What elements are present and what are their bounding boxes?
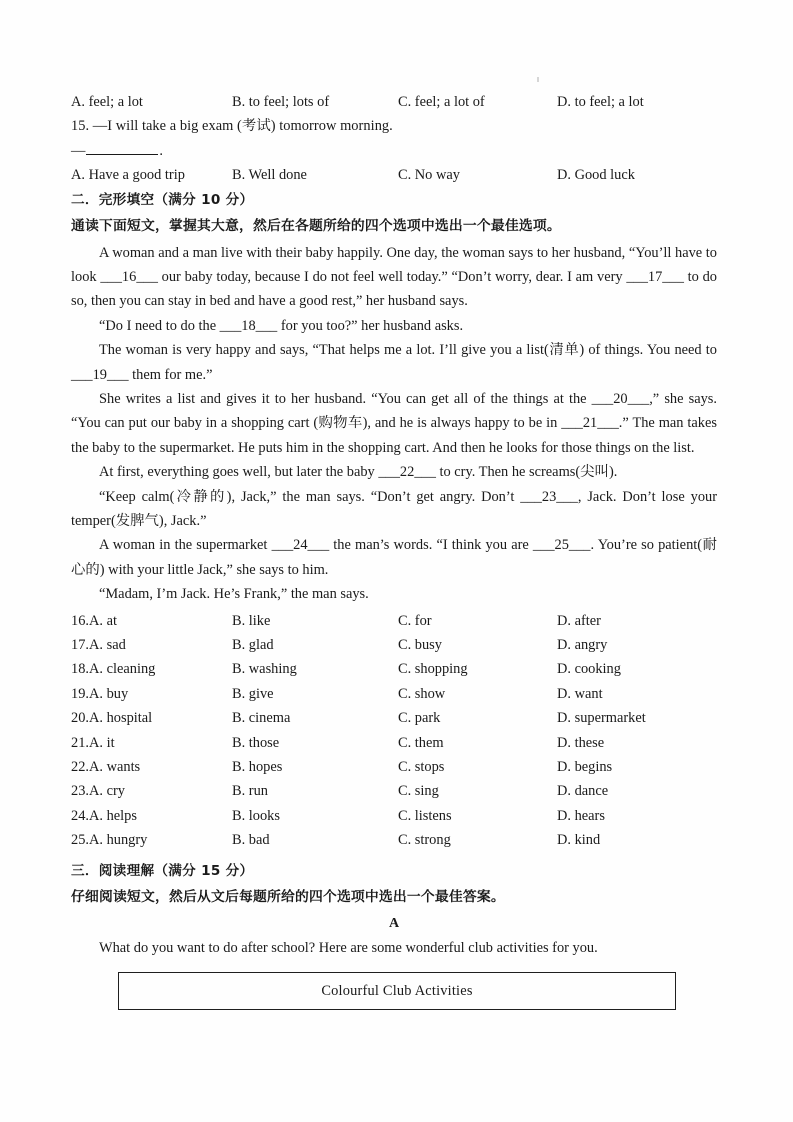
answer-blank	[86, 143, 158, 155]
option-a-text: A. it	[89, 734, 115, 751]
question-15-options-row	[71, 163, 717, 187]
option-a: A. Have a good trip	[71, 167, 185, 184]
question-number: 25.	[71, 832, 89, 849]
option-a	[71, 609, 117, 633]
cloze-paragraph-8: “Madam, I’m Jack. He’s Frank,” the man says.	[99, 586, 369, 603]
dash-prefix: —	[71, 142, 86, 159]
passage-letter-a: A	[388, 915, 400, 931]
option-b: B. glad	[232, 637, 274, 654]
option-d: D. begins	[557, 759, 613, 776]
option-d: D. want	[557, 685, 603, 702]
question-number: 16.	[71, 612, 89, 629]
cloze-paragraph-2: “Do I need to do the ___18___ for you too?” her husband asks.	[99, 317, 464, 334]
question-number: 20.	[71, 710, 89, 727]
cloze-paragraph-5: At first, everything goes well, but later the baby ___22___ to cry. Then he screams(尖叫).	[99, 464, 618, 481]
question-15-answer-line	[71, 139, 717, 163]
option-b: B. Well done	[232, 167, 307, 184]
option-b: B. bad	[232, 832, 270, 849]
option-b: B. washing	[232, 661, 297, 678]
cloze-paragraph-6: “Keep calm(冷静的), Jack,” the man says. “Don’t get angry. Don’t ___23___, Jack. Don’t lose your temper(发脾气), Jack.”	[71, 488, 717, 530]
scan-artifact-speck	[537, 77, 539, 82]
cloze-paragraph-4: She writes a list and gives it to her husband. “You can get all of the things at the ___20___,” she says. “You can put our baby in a shopping cart (购物车), and he is always happy to be in ___21___.” The man takes the baby to the supermarket. He puts him in the shopping cart. And then he looks for those things on the list.	[71, 391, 717, 456]
period-suffix: .	[159, 142, 163, 159]
option-d: D. dance	[557, 783, 609, 800]
option-d: D. after	[557, 612, 601, 629]
option-a-text: A. helps	[89, 807, 137, 824]
question-15-stem: 15. —I will take a big exam (考试) tomorrow morning.	[71, 118, 393, 135]
option-c: C. park	[398, 710, 441, 727]
option-b: B. to feel; lots of	[232, 94, 330, 110]
option-a-text: A. wants	[89, 759, 141, 776]
option-c: C. show	[398, 685, 446, 702]
option-b: B. cinema	[232, 710, 291, 727]
cloze-option-row-18	[71, 657, 717, 681]
question-number: 22.	[71, 759, 89, 776]
option-a	[71, 657, 155, 681]
cloze-option-row-16	[71, 609, 717, 633]
club-activities-table	[118, 972, 676, 1010]
option-a-text: A. at	[89, 612, 117, 629]
option-a	[71, 731, 115, 755]
cloze-option-row-19	[71, 682, 717, 706]
option-d: D. angry	[557, 637, 608, 654]
option-a	[71, 706, 152, 730]
option-c: C. busy	[398, 637, 442, 654]
option-b: B. those	[232, 734, 280, 751]
option-a-text: A. buy	[89, 685, 129, 702]
option-c: C. stops	[398, 759, 445, 776]
question-number: 19.	[71, 685, 89, 702]
passage-lead-in: What do you want to do after school? Here are some wonderful club activities for you.	[99, 939, 598, 956]
option-a-text: A. cry	[89, 783, 125, 800]
cloze-option-row-23	[71, 779, 717, 803]
option-d: D. kind	[557, 832, 601, 849]
cloze-option-row-21	[71, 731, 717, 755]
option-a	[71, 828, 147, 852]
option-d: D. these	[557, 734, 605, 751]
option-c: C. feel; a lot of	[398, 94, 485, 110]
option-b: B. like	[232, 612, 271, 629]
cloze-paragraph-3: The woman is very happy and says, “That helps me a lot. I’ll give you a list(清单) of things. You need to ___19___ them for me.”	[71, 342, 717, 383]
option-a: A. feel; a lot	[71, 94, 143, 110]
option-a-text: A. cleaning	[89, 661, 156, 678]
option-c: C. for	[398, 612, 432, 629]
option-b: B. run	[232, 783, 268, 800]
section-two-heading: 二．完形填空（满分 10 分）	[71, 191, 254, 208]
cloze-paragraph-7: A woman in the supermarket ___24___ the man’s words. “I think you are ___25___. You’re so patient(耐心的) with your little Jack,” she says to him.	[71, 537, 717, 578]
question-number: 17.	[71, 637, 89, 654]
option-b: B. give	[232, 685, 274, 702]
cloze-paragraph-1: A woman and a man live with their baby happily. One day, the woman says to her husband, “You’ll have to look ___16___ our baby today, because I do not feel well today.” “Don’t worry, dear. I am very ___17___ to do so, then you can stay in bed and have a good rest,” her husband says.	[71, 244, 717, 310]
question-14-options-row	[71, 90, 717, 114]
option-d: D. cooking	[557, 661, 621, 678]
section-three-heading: 三．阅读理解（满分 15 分）	[71, 862, 254, 879]
option-a	[71, 682, 128, 706]
cloze-option-row-22	[71, 755, 717, 779]
question-number: 18.	[71, 661, 89, 678]
option-b: B. hopes	[232, 759, 283, 776]
option-a	[71, 804, 137, 828]
option-c: C. strong	[398, 832, 451, 849]
option-a-text: A. sad	[89, 637, 126, 654]
option-a	[71, 755, 140, 779]
question-number: 24.	[71, 807, 89, 824]
option-c: C. shopping	[398, 661, 468, 678]
option-d: D. supermarket	[557, 710, 646, 727]
club-activities-title: Colourful Club Activities	[321, 983, 473, 999]
option-b: B. looks	[232, 807, 280, 824]
cloze-option-row-24	[71, 804, 717, 828]
cloze-option-row-25	[71, 828, 717, 852]
option-c: C. No way	[398, 167, 460, 184]
option-a-text: A. hungry	[89, 832, 148, 849]
section-three-instruction: 仔细阅读短文，然后从文后每题所给的四个选项中选出一个最佳答案。	[71, 888, 505, 905]
option-d: D. hears	[557, 807, 605, 824]
cloze-option-row-17	[71, 633, 717, 657]
cloze-option-row-20	[71, 706, 717, 730]
question-number: 21.	[71, 734, 89, 751]
question-number: 23.	[71, 783, 89, 800]
section-two-instruction: 通读下面短文，掌握其大意，然后在各题所给的四个选项中选出一个最佳选项。	[71, 217, 561, 234]
option-d: D. Good luck	[557, 167, 635, 184]
option-d: D. to feel; a lot	[557, 94, 644, 110]
page-content	[71, 90, 717, 960]
option-a	[71, 779, 125, 803]
option-c: C. listens	[398, 807, 452, 824]
option-a	[71, 633, 126, 657]
option-c: C. them	[398, 734, 444, 751]
option-a-text: A. hospital	[89, 710, 153, 727]
option-c: C. sing	[398, 783, 439, 800]
